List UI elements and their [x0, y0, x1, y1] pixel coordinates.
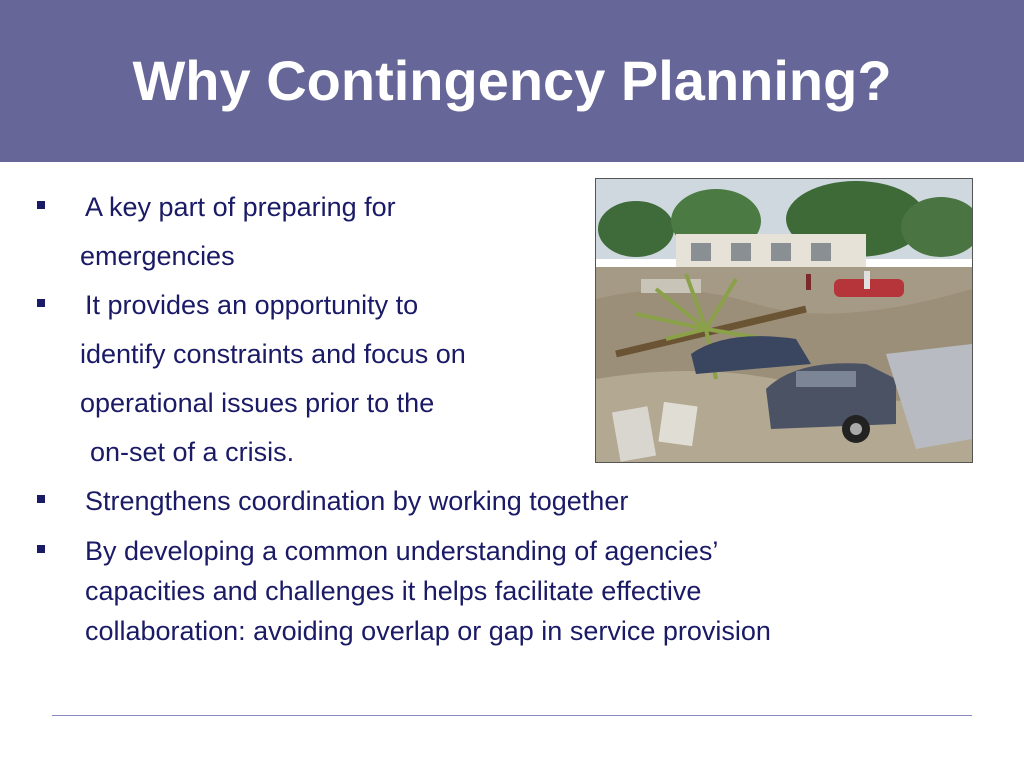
- bullet-1-line-1: A key part of preparing for: [85, 192, 396, 222]
- bullet-marker: [37, 545, 45, 553]
- slide-title: Why Contingency Planning?: [132, 49, 892, 112]
- bullet-marker: [37, 201, 45, 209]
- bullet-1-line-2: emergencies: [80, 241, 235, 271]
- bullet-2-line-2: identify constraints and focus on: [80, 339, 466, 369]
- bullet-2-line-1: It provides an opportunity to: [85, 290, 419, 320]
- bullet-2-line-3: operational issues prior to the: [80, 388, 435, 418]
- flood-damage-photo: [595, 178, 973, 463]
- bullet-marker: [37, 495, 45, 503]
- bullet-marker: [37, 299, 45, 307]
- bullet-3-line-1: Strengthens coordination by working together: [85, 486, 629, 516]
- bullet-2-line-4: on-set of a crisis.: [90, 437, 295, 467]
- photo-icon: [596, 179, 972, 462]
- bullet-4-line-3: collaboration: avoiding overlap or gap in service provision: [85, 616, 771, 646]
- bullet-4-line-1: By developing a common understanding of agencies’: [85, 536, 719, 566]
- footer-divider: [52, 715, 972, 716]
- bullet-4-line-2: capacities and challenges it helps facilitate effective: [85, 576, 702, 606]
